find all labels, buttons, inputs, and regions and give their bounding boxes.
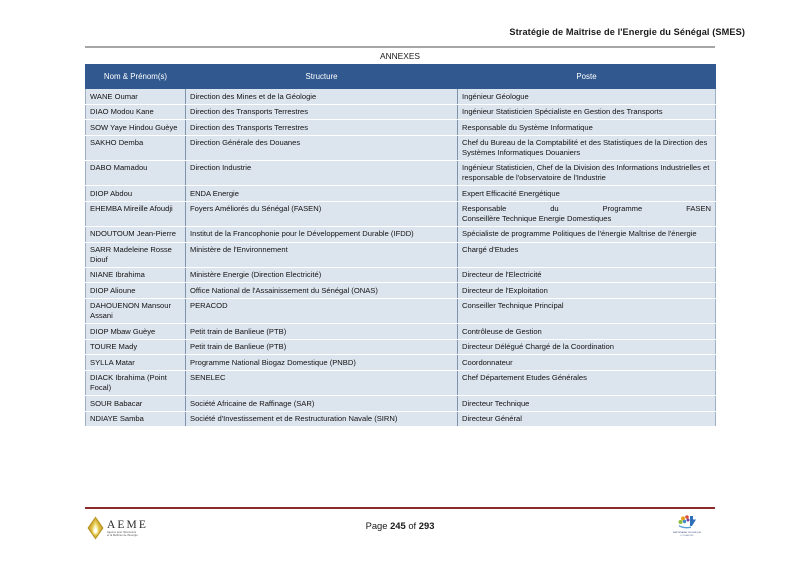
table-header-row xyxy=(86,65,716,89)
page-footer xyxy=(85,510,715,556)
cell-structure: Direction des Mines et de la Géologie xyxy=(186,89,458,105)
partner-logo xyxy=(667,514,707,544)
table-row xyxy=(86,186,716,202)
cell-structure: Foyers Améliorés du Sénégal (FASEN) xyxy=(186,201,458,226)
table-row xyxy=(86,242,716,267)
participants-table xyxy=(85,64,716,427)
table-row xyxy=(86,411,716,427)
cell-nom: DIACK Ibrahima (Point Focal) xyxy=(86,370,186,395)
cell-poste: Directeur Général xyxy=(458,411,716,427)
cell-nom: TOURE Mady xyxy=(86,339,186,355)
cell-poste: Directeur de l'Electricité xyxy=(458,267,716,283)
cell-poste: Chargé d'Etudes xyxy=(458,242,716,267)
table-row xyxy=(86,355,716,371)
footer-divider xyxy=(85,507,715,509)
cell-structure: Institut de la Francophonie pour le Développement Durable (IFDD) xyxy=(186,226,458,242)
cell-nom: NDIAYE Samba xyxy=(86,411,186,427)
column-header-nom: Nom & Prénom(s) xyxy=(86,65,186,89)
cell-nom: NIANE Ibrahima xyxy=(86,267,186,283)
aeme-tagline-line1: Agence pour l'Economie xyxy=(107,530,137,534)
cell-nom: SOW Yaye Hindou Guèye xyxy=(86,120,186,136)
cell-poste: Ingénieur Géologue xyxy=(458,89,716,105)
cell-structure: Office National de l'Assainissement du Sénégal (ONAS) xyxy=(186,283,458,299)
page-label: Page xyxy=(365,520,388,531)
cell-poste: Directeur de l'Exploitation xyxy=(458,283,716,299)
cell-structure: Direction des Transports Terrestres xyxy=(186,120,458,136)
cell-poste: Chef du Bureau de la Comptabilité et des Statistiques de la Direction des Systèmes Informatiques Douaniers xyxy=(458,135,716,160)
cell-nom: WANE Oumar xyxy=(86,89,186,105)
cell-nom: SYLLA Matar xyxy=(86,355,186,371)
page-total: 293 xyxy=(418,520,435,531)
header-title: Stratégie de Maîtrise de l'Energie du Sénégal (SMES) xyxy=(509,27,745,37)
table-row xyxy=(86,396,716,412)
table-row xyxy=(86,104,716,120)
cell-nom: DABO Mamadou xyxy=(86,160,186,185)
cell-nom: NDOUTOUM Jean-Pierre xyxy=(86,226,186,242)
cell-poste-line1: Responsable du Programme FASEN xyxy=(462,204,711,214)
table-row xyxy=(86,339,716,355)
cell-poste: Expert Efficacité Energétique xyxy=(458,186,716,202)
cell-nom: DIOP Mbaw Guèye xyxy=(86,324,186,340)
cell-poste xyxy=(458,201,716,226)
cell-poste: Ingénieur Statisticien Spécialiste en Gestion des Transports xyxy=(458,104,716,120)
page-of-label: of xyxy=(408,520,417,531)
cell-nom: DAHOUENON Mansour Assani xyxy=(86,298,186,323)
cell-structure: Programme National Biogaz Domestique (PNBD) xyxy=(186,355,458,371)
table-row xyxy=(86,324,716,340)
column-header-structure: Structure xyxy=(186,65,458,89)
table-row xyxy=(86,298,716,323)
table-row xyxy=(86,267,716,283)
cell-structure: Direction Industrie xyxy=(186,160,458,185)
cell-poste: Conseiller Technique Principal xyxy=(458,298,716,323)
cell-structure: Ministère Energie (Direction Electricité) xyxy=(186,267,458,283)
table-row xyxy=(86,120,716,136)
aeme-tagline-line2: et la Maîtrise de l'Energie xyxy=(107,534,138,537)
cell-structure: Société d'Investissement et de Restructuration Navale (SIRN) xyxy=(186,411,458,427)
cell-structure: PERACOD xyxy=(186,298,458,323)
cell-poste: Coordonnateur xyxy=(458,355,716,371)
cell-structure: Direction des Transports Terrestres xyxy=(186,104,458,120)
partner-caption: PARTENAIRE TECHNIQUE xyxy=(672,532,702,534)
cell-structure: Petit train de Banlieue (PTB) xyxy=(186,324,458,340)
cell-nom: SAKHO Demba xyxy=(86,135,186,160)
header-divider xyxy=(85,46,715,48)
annexes-caption: ANNEXES xyxy=(379,51,421,61)
partner-caption-secondary: ET FINANCIER xyxy=(680,534,694,537)
partner-emblem-icon xyxy=(674,514,700,531)
aeme-name: AEME xyxy=(107,518,148,531)
page-number xyxy=(85,520,715,531)
cell-structure: SENELEC xyxy=(186,370,458,395)
table-row xyxy=(86,89,716,105)
cell-nom: DIOP Abdou xyxy=(86,186,186,202)
column-header-poste: Poste xyxy=(458,65,716,89)
table-row xyxy=(86,160,716,185)
cell-poste: Directeur Technique xyxy=(458,396,716,412)
cell-nom: EHEMBA Mireille Afoudji xyxy=(86,201,186,226)
cell-structure: Petit train de Banlieue (PTB) xyxy=(186,339,458,355)
cell-poste-line2: Conseillère Technique Energie Domestiques xyxy=(462,213,612,223)
cell-nom: DIOP Alioune xyxy=(86,283,186,299)
cell-nom: DIAO Modou Kane xyxy=(86,104,186,120)
cell-poste: Responsable du Système Informatique xyxy=(458,120,716,136)
cell-poste: Ingénieur Statisticien, Chef de la Division des Informations Industrielles et responsable de l'observatoire de l'Industrie xyxy=(458,160,716,185)
cell-poste: Contrôleuse de Gestion xyxy=(458,324,716,340)
cell-structure: Ministère de l'Environnement xyxy=(186,242,458,267)
table-row xyxy=(86,201,716,226)
annex-table-container xyxy=(85,64,715,427)
table-body xyxy=(86,89,716,427)
cell-structure: Société Africaine de Raffinage (SAR) xyxy=(186,396,458,412)
cell-poste: Spécialiste de programme Politiques de l'énergie Maîtrise de l'énergie xyxy=(458,226,716,242)
cell-structure: ENDA Energie xyxy=(186,186,458,202)
cell-nom: SOUR Babacar xyxy=(86,396,186,412)
cell-poste: Directeur Délégué Chargé de la Coordination xyxy=(458,339,716,355)
cell-nom: SARR Madeleine Rosse Diouf xyxy=(86,242,186,267)
table-row xyxy=(86,135,716,160)
cell-structure: Direction Générale des Douanes xyxy=(186,135,458,160)
cell-poste: Chef Département Etudes Générales xyxy=(458,370,716,395)
table-row xyxy=(86,370,716,395)
page-current: 245 xyxy=(390,520,406,531)
page-header xyxy=(85,26,745,48)
table-row xyxy=(86,283,716,299)
table-row xyxy=(86,226,716,242)
table-header xyxy=(86,65,716,89)
